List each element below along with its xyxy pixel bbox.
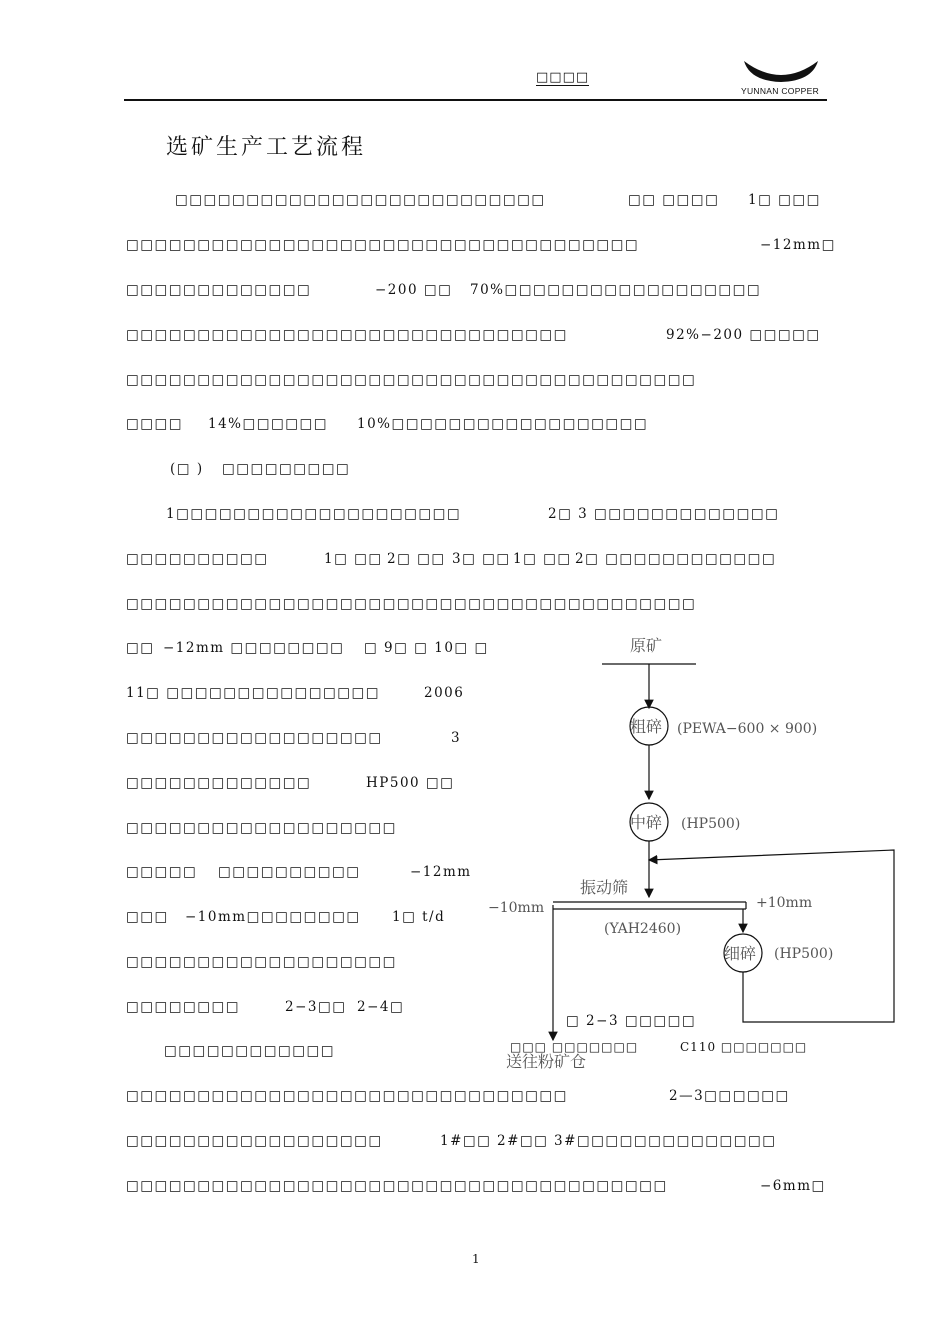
text-line: −10mm□□□□□□□□ xyxy=(185,909,361,925)
text-line: □□□□□□□□□□□□□□□□□□□□□□□□□□ xyxy=(175,192,546,208)
figure-caption: □ 2−3 □□□□□ xyxy=(566,1013,697,1029)
text-line: 10%□□□□□□□□□□□□□□□□□□ xyxy=(357,416,649,432)
logo-text: YUNNAN COPPER xyxy=(741,86,820,96)
text-line: 2—3□□□□□□ xyxy=(669,1088,790,1104)
node-coarse-model: (PEWA−600 × 900) xyxy=(677,721,818,737)
text-line: □□□□□□□□□□ xyxy=(218,864,361,880)
text-line: 2−3□□ xyxy=(285,999,347,1015)
node-coarse: 粗碎 xyxy=(630,717,663,736)
page-number: 1 xyxy=(472,1252,480,1266)
text-line: □□□□□□□□□□□□□□□□□□□□□□□□□□□□□□□ xyxy=(126,1088,568,1104)
node-ore: 原矿 xyxy=(630,636,663,655)
text-line: □□□□ xyxy=(126,416,184,432)
node-medium-model: (HP500) xyxy=(681,816,741,832)
text-line: □□□□□□□□□□□□□□□□□□□□□□□□□□□□□□□□□□□□□□□□ xyxy=(126,596,697,612)
return-loop xyxy=(649,850,894,1022)
text-line: □□□□□□□□□□□□□□□□□□□ xyxy=(126,820,397,836)
text-line: 1□ t/d xyxy=(392,909,446,925)
text-line: 1□□□□□□□□□□□□□□□□□□□□ xyxy=(166,506,462,522)
text-line: 1#□□ xyxy=(440,1133,492,1149)
text-line: □□□□□□□□□□□□□□□□□□□□□□□□□□□□□□□□□□□□□□ xyxy=(126,1178,668,1194)
header-rule xyxy=(124,99,827,101)
text-line: (□ ) xyxy=(170,461,204,477)
text-line: −12mm □□□□□□□□ xyxy=(163,640,345,656)
text-line: 14%□□□□□□ xyxy=(208,416,329,432)
text-line: 2□ 3 □□□□□□□□□□□□□ xyxy=(548,506,780,522)
text-line: □□□□□□□□□□□□□□□□□□ xyxy=(126,1133,383,1149)
text-line: □□ xyxy=(126,640,155,656)
page-title: 选矿生产工艺流程 xyxy=(166,135,367,160)
text-line: 1□ □□ xyxy=(513,551,572,567)
text-line: 2□ □□□□□□□□□□□□ xyxy=(575,551,777,567)
text-line: 70%□□□□□□□□□□□□□□□□□□ xyxy=(470,282,762,298)
header-doc-mark: □□□□ xyxy=(536,70,590,85)
node-screen: 振动筛 xyxy=(580,878,629,897)
text-line: □□□□□□□□□□□□□□□□□□□ xyxy=(126,954,397,970)
text-line: □□□□□□□□ xyxy=(126,999,241,1015)
text-line: □□□□□□□□□□□□□□□□□□□□□□□□□□□□□□□□□□□□ xyxy=(126,237,640,253)
text-line: □□□□□ xyxy=(126,864,198,880)
text-line: 3□ □□ xyxy=(452,551,511,567)
text-line: 1□ □□ xyxy=(324,551,383,567)
text-line: □□□□□□□□□□ xyxy=(126,551,269,567)
text-line: □□□□□□□□□□□□□□□□□□□□□□□□□□□□□□□ xyxy=(126,327,568,343)
text-line: 3#□□□□□□□□□□□□□□ xyxy=(554,1133,777,1149)
text-line: −6mm□ xyxy=(760,1178,826,1194)
label-plus10: +10mm xyxy=(756,895,813,911)
text-line: 2#□□ xyxy=(497,1133,549,1149)
node-fine: 细碎 xyxy=(724,944,757,963)
node-medium: 中碎 xyxy=(630,813,663,832)
text-line: □□□□□□□□□□□□ xyxy=(164,1043,336,1059)
text-line: □□□□□□□□□□□□□ xyxy=(126,775,312,791)
text-line: □□□□□□□□□ xyxy=(222,461,351,477)
node-fine-model: (HP500) xyxy=(774,946,834,962)
text-line: −12mm xyxy=(410,864,472,880)
text-line: 2006 xyxy=(424,685,465,701)
text-line: 2□ □□ xyxy=(387,551,446,567)
figure-subcaption-1: □□□ □□□□□□□ xyxy=(510,1040,639,1054)
label-minus10: −10mm xyxy=(488,900,545,916)
text-line: □□□ xyxy=(126,909,169,925)
text-line: □□ □□□□ xyxy=(628,192,720,208)
text-line: 92%−200 □□□□□ xyxy=(666,327,821,343)
text-line: 1□ □□□ xyxy=(748,192,821,208)
text-line: −200 □□ xyxy=(375,282,453,298)
text-line: □□□□□□□□□□□□□ xyxy=(126,282,312,298)
text-line: □□□□□□□□□□□□□□□□□□ xyxy=(126,730,383,746)
figure-subcaption-2: C110 □□□□□□□ xyxy=(680,1040,808,1054)
text-line: HP500 □□ xyxy=(366,775,455,791)
text-line: 3 xyxy=(451,730,462,746)
node-screen-model: (YAH2460) xyxy=(604,921,682,937)
text-line: □□□□□□□□□□□□□□□□□□□□□□□□□□□□□□□□□□□□□□□□ xyxy=(126,372,697,388)
text-line: −12mm□ xyxy=(760,237,836,253)
text-line: 11□ □□□□□□□□□□□□□□□ xyxy=(126,685,381,701)
text-line: 2−4□ xyxy=(357,999,405,1015)
text-line: □ 9□ □ 10□ □ xyxy=(364,640,489,656)
node-to-bin: 送往粉矿仓 xyxy=(506,1052,587,1071)
